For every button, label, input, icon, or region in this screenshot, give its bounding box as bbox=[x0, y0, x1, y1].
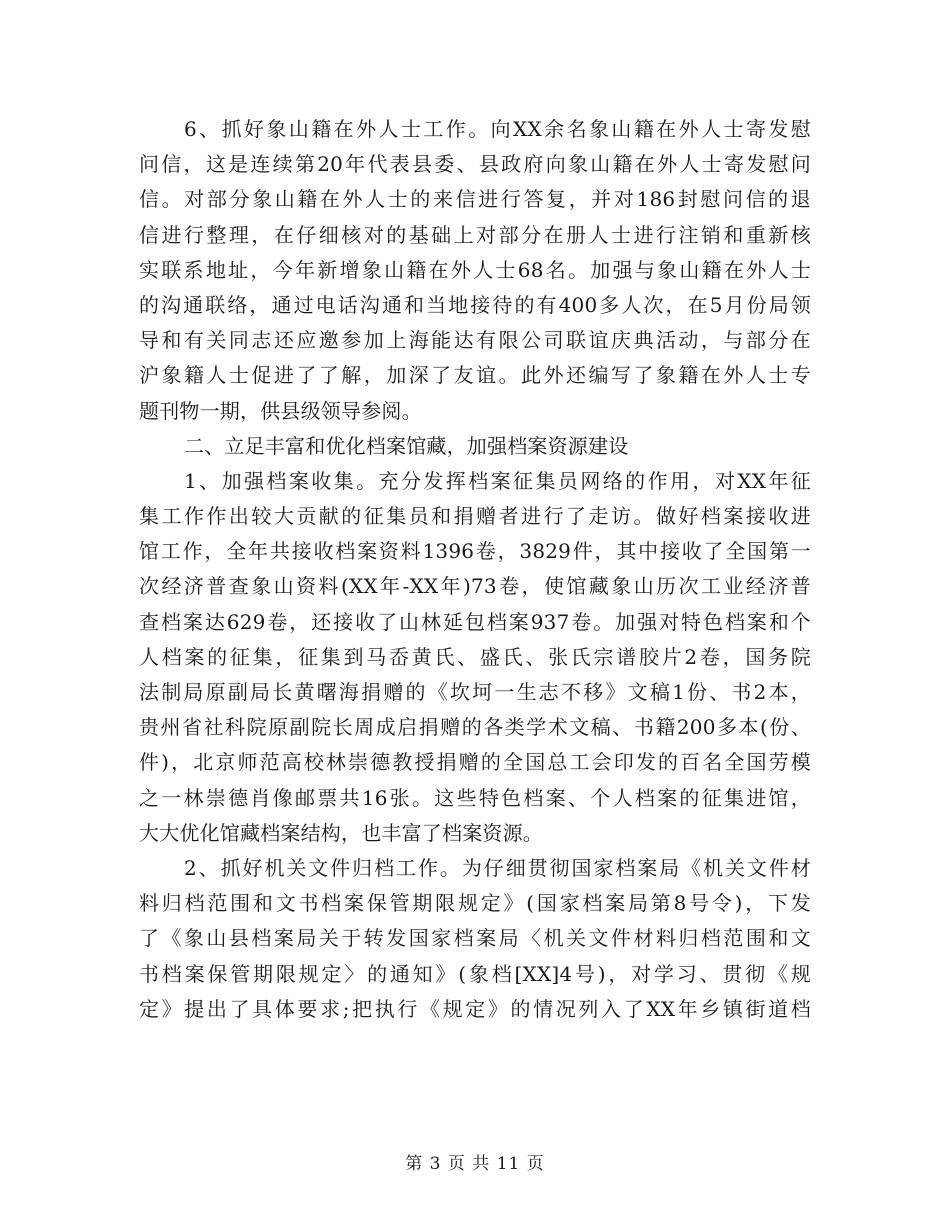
text-line: 定》提出了具体要求;把执行《规定》的情况列入了XX年乡镇街道档 bbox=[139, 996, 811, 1021]
text-line: 6、抓好象山籍在外人士工作。向XX余名象山籍在外人士寄发慰 bbox=[184, 117, 811, 141]
text-line: 书档案保管期限规定〉的通知》(象档[XX]4号)，对学习、贯彻《规 bbox=[139, 961, 811, 986]
text-line: 的沟通联络，通过电话沟通和当地接待的有400多人次，在5月份局领 bbox=[139, 292, 811, 317]
text-line: 人档案的征集，征集到马岙黄氏、盛氏、张氏宗谱胶片2卷，国务院 bbox=[139, 644, 811, 669]
text-line: 贵州省社科院原副院长周成启捐赠的各类学术文稿、书籍200多本(份、 bbox=[139, 715, 811, 740]
text-line: 集工作作出较大贡献的征集员和捐赠者进行了走访。做好档案接收进 bbox=[139, 504, 811, 529]
text-line: 件)，北京师范高校林崇德教授捐赠的全国总工会印发的百名全国劳模 bbox=[139, 750, 811, 775]
text-line: 信进行整理，在仔细核对的基础上对部分在册人士进行注销和重新核 bbox=[139, 222, 811, 247]
text-line: 信。对部分象山籍在外人士的来信进行答复，并对186封慰问信的退 bbox=[139, 187, 811, 212]
text-line: 了《象山县档案局关于转发国家档案局〈机关文件材料归档范围和文 bbox=[139, 926, 811, 951]
text-line: 之一林崇德肖像邮票共16张。这些特色档案、个人档案的征集进馆， bbox=[139, 785, 811, 810]
text-line: 2、抓好机关文件归档工作。为仔细贯彻国家档案局《机关文件材 bbox=[184, 855, 811, 880]
text-line: 1、加强档案收集。充分发挥档案征集员网络的作用，对XX年征 bbox=[184, 468, 811, 493]
text-line: 馆工作，全年共接收档案资料1396卷，3829件，其中接收了全国第一 bbox=[139, 539, 811, 564]
document-body bbox=[139, 112, 811, 1027]
text-line: 沪象籍人士促进了了解，加深了友谊。此外还编写了象籍在外人士专 bbox=[139, 363, 811, 388]
text-line: 实联系地址，今年新增象山籍在外人士68名。加强与象山籍在外人士 bbox=[139, 257, 811, 282]
text-line: 大大优化馆藏档案结构，也丰富了档案资源。 bbox=[139, 820, 543, 845]
text-line: 料归档范围和文书档案保管期限规定》(国家档案局第8号令)，下发 bbox=[139, 891, 811, 916]
text-line: 查档案达629卷，还接收了山林延包档案937卷。加强对特色档案和个 bbox=[139, 609, 811, 634]
section-heading: 二、立足丰富和优化档案馆藏，加强档案资源建设 bbox=[184, 433, 629, 458]
text-line: 法制局原副局长黄曙海捐赠的《坎坷一生志不移》文稿1份、书2本， bbox=[139, 680, 811, 704]
page-number: 第 3 页 共 11 页 bbox=[405, 1154, 545, 1174]
text-line: 问信，这是连续第20年代表县委、县政府向象山籍在外人士寄发慰问 bbox=[139, 152, 811, 177]
text-line: 导和有关同志还应邀参加上海能达有限公司联谊庆典活动，与部分在 bbox=[139, 328, 811, 353]
text-line: 次经济普查象山资料(XX年-XX年)73卷，使馆藏象山历次工业经济普 bbox=[139, 574, 811, 599]
text-line: 题刊物一期，供县级领导参阅。 bbox=[139, 398, 422, 423]
